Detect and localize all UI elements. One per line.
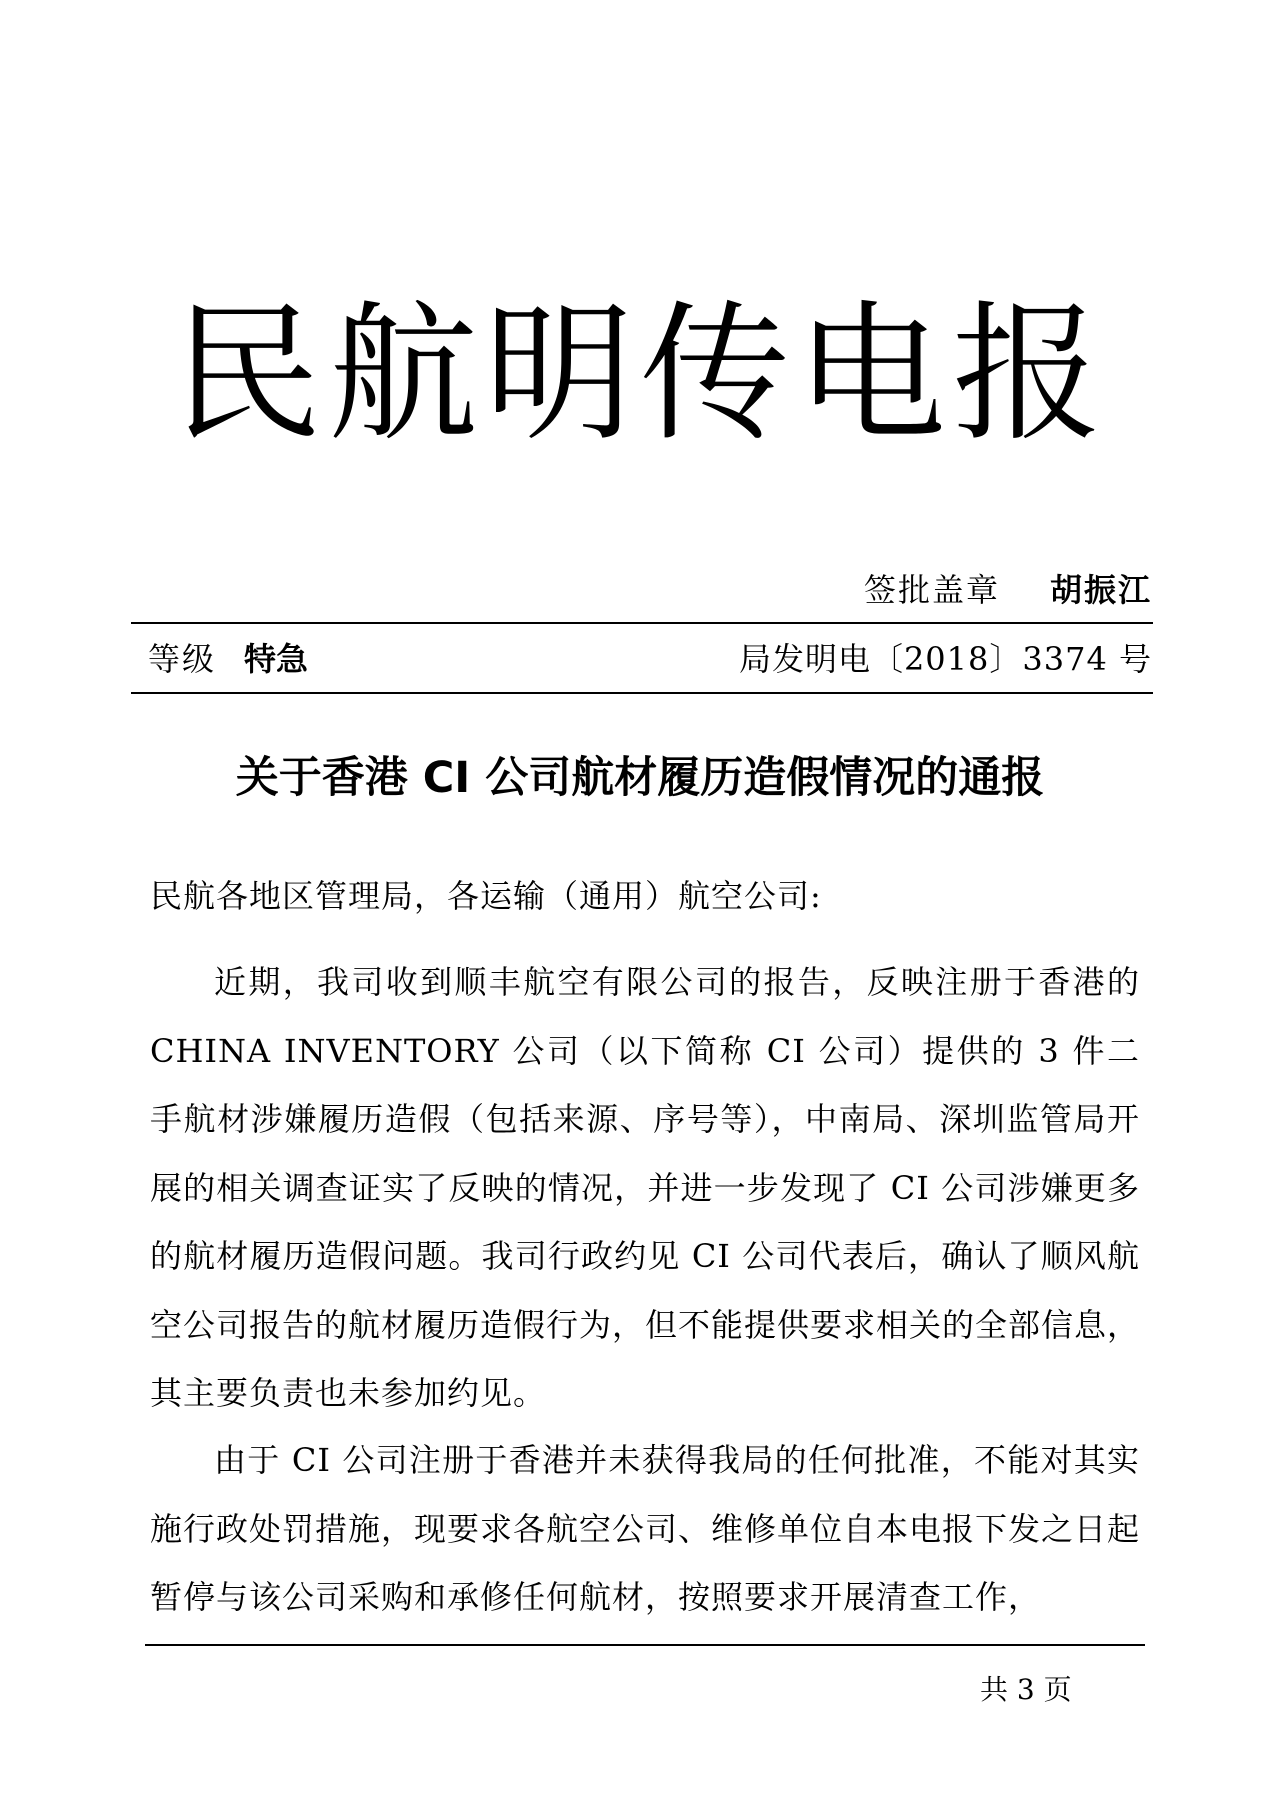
document-title: 关于香港 CI 公司航材履历造假情况的通报 [235, 753, 1045, 803]
salutation: 民航各地区管理局，各运输（通用）航空公司: [150, 877, 822, 915]
masthead-title: 民航明传电报 [171, 288, 1108, 462]
page-total: 共 3 页 [980, 1673, 1072, 1706]
grade-value: 特急 [244, 640, 309, 678]
grade-row [148, 636, 1152, 682]
grade-label: 等级 [148, 640, 217, 678]
document-number: 局发明电〔2018〕3374 号 [738, 640, 1152, 678]
body-paragraph-2: 由于 CI 公司注册于香港并未获得我局的任何批准，不能对其实施行政处罚措施，现要求各航空公司、维修单位自本电报下发之日起暂停与该公司采购和承修任何航材，按照要求开展清查工作， [150, 1441, 1141, 1616]
header-top-rule [131, 622, 1153, 624]
header-bottom-rule [131, 692, 1153, 694]
body-paragraph-1: 近期，我司收到顺丰航空有限公司的报告，反映注册于香港的 CHINA INVENTORY 公司（以下简称 CI 公司）提供的 3 件二手航材涉嫌履历造假（包括来源、序号等），中南局、深圳监管局开展的相关调查证实了反映的情况，并进一步发现了 CI 公司涉嫌更多的航材履历造假问题。我司行政约见 CI 公司代表后，确认了顺风航空公司报告的航材履历造假行为，但不能提供要求相关的全部信息，其主要负责也未参加约见。 [150, 963, 1141, 1412]
approval-row [864, 568, 1152, 612]
footer-rule [145, 1644, 1145, 1646]
approval-signer: 胡振江 [1049, 571, 1152, 609]
approval-label: 签批盖章 [863, 571, 1000, 609]
